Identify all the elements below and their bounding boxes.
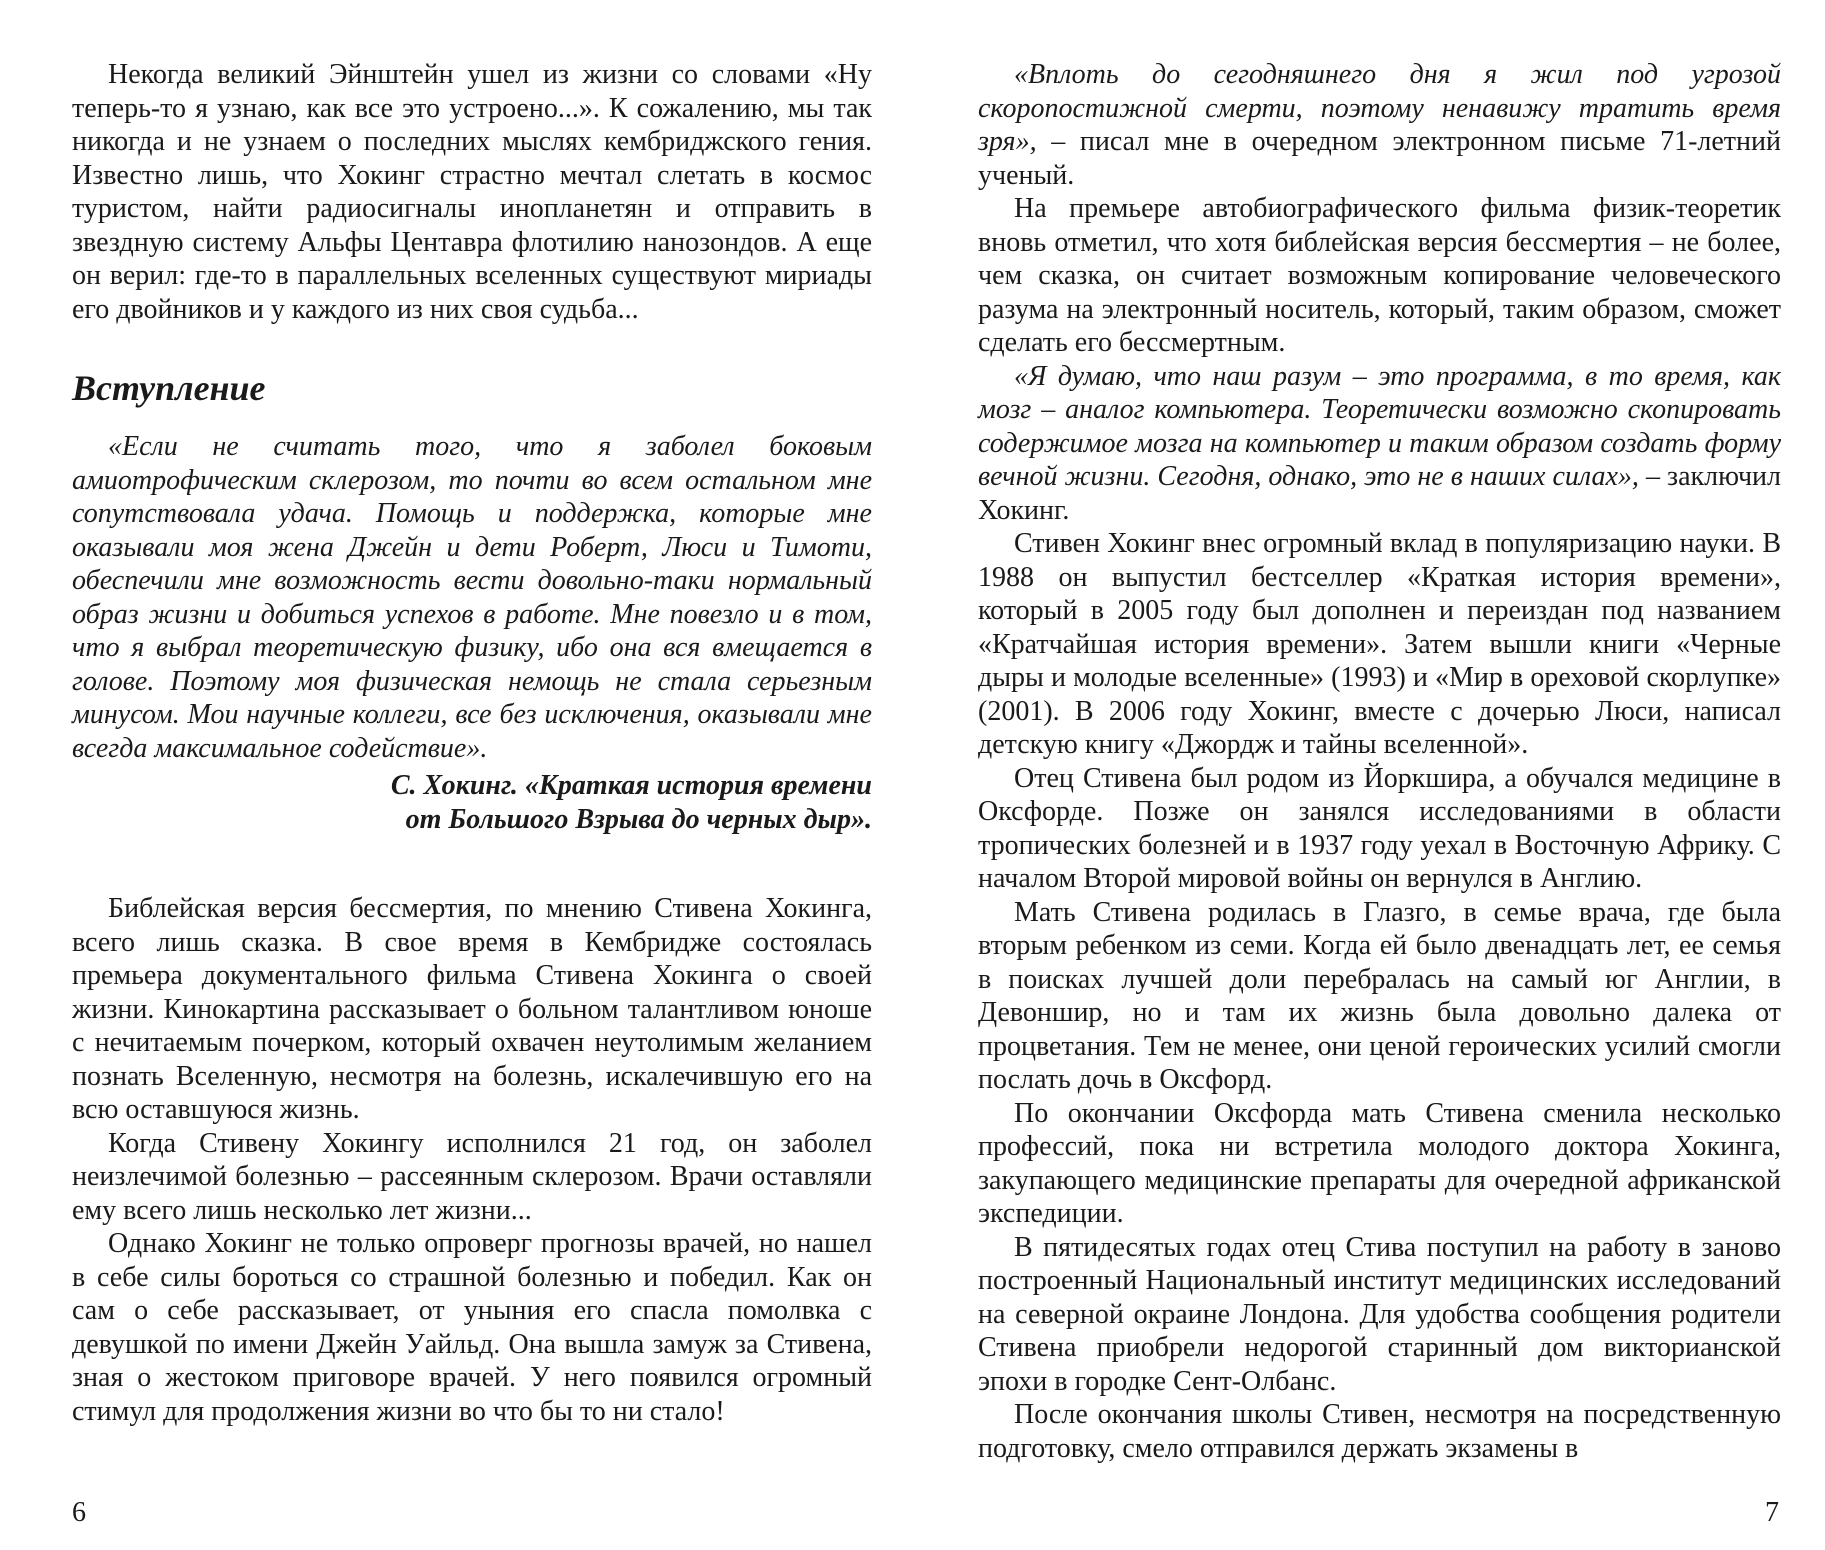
left-page [0,0,912,1550]
quote-italic: «Я думаю, что наш разум – это программа, в то время, как мозг – аналог компьютера. Теоретически возможно скопировать содержимое мозга на компьютер и таким образом создать форму вечной жизни. Сегодня, однако, это не в наших силах», [978,360,1781,492]
attribution-line: от Большого Взрыва до черных дыр». [405,803,872,835]
body-paragraph: Однако Хокинг не только опроверг прогнозы врачей, но нашел в себе силы бороться со страшной болезнью и победил. Как он сам о себе рассказывает, от уныния его спасла помолвка с девушкой по имени Джейн Уайльд. Она вышла замуж за Стивена, зная о жестоком приговоре врачей. У него появился огромный стимул для продолжения жизни во что бы то ни стало! [72,1228,872,1427]
quote-italic: «Вплоть до сегодняшнего дня я жил под угрозой скоропостижной смерти, поэтому ненавижу тратить время зря», [978,59,1781,157]
quote-tail: – писал мне в очередном электронном письме 71-летний ученый. [978,126,1781,191]
body-paragraph: Отец Стивена был родом из Йоркшира, а обучался медицине в Оксфорде. Позже он занялся исследованиями в области тропических болезней и в 1937 году уехал в Восточную Африку. С началом Второй мировой войны он вернулся в Англию. [978,762,1781,894]
right-page [912,0,1825,1550]
attribution-line: С. Хокинг. «Краткая история времени [390,770,872,801]
body-paragraph: В пятидесятых годах отец Стива поступил на работу в заново построенный Национальный институт медицинских исследований на северной окраине Лондона. Для удобства сообщения родители Стивена приобрели недорогой старинный дом викторианской эпохи в городке Сент-Олбанс. [978,1231,1781,1397]
left-text-column [72,58,872,1428]
page-number: 7 [1765,1497,1779,1528]
section-title: Вступление [72,368,266,408]
right-text-column [978,58,1781,1465]
body-paragraph: По окончании Оксфорда мать Стивена сменила несколько профессий, пока ни встретила молодого доктора Хокинга, закупающего медицинские препараты для очередной африканской экспедиции. [978,1097,1781,1229]
body-paragraph: Когда Стивену Хокингу исполнился 21 год, он заболел неизлечимой болезнью – рассеянным склерозом. Врачи оставляли ему всего лишь несколько лет жизни... [72,1127,872,1226]
quote-paragraph [978,58,1781,192]
body-paragraph: На премьере автобиографического фильма физик-теоретик вновь отметил, что хотя библейская версия бессмертия – не более, чем сказка, он считает возможным копирование человеческого разума на электронный носитель, который, таким образом, сможет сделать его бессмертным. [978,193,1781,358]
body-paragraph: Библейская версия бессмертия, по мнению Стивена Хокинга, всего лишь сказка. В свое время в Кембридже состоялась премьера документального фильма Стивена Хокинга о своей жизни. Кинокартина рассказывает о больном талантливом юноше с нечитаемым почерком, который охвачен неутолимым желанием познать Вселенную, несмотря на болезнь, искалечившую его на всю оставшуюся жизнь. [72,893,872,1125]
quote-tail: – заключил Хокинг. [978,461,1781,526]
quote-paragraph [978,360,1781,528]
epigraph-quote: «Если не считать того, что я заболел боковым амиотрофическим склерозом, то почти во всем остальном мне сопутствовала удача. Помощь и поддержка, которые мне оказывали моя жена Джейн и дети Роберт, Люси и Тимоти, обеспечили мне возможность вести довольно-таки нормальный образ жизни и добиться успехов в работе. Мне повезло и в том, что я выбрал теоретическую физику, ибо она вся вмещается в голове. Поэтому моя физическая немощь не стала серьезным минусом. Мои научные коллеги, все без исключения, оказывали мне всегда максимальное содействие». [72,431,872,764]
page-number: 6 [72,1497,86,1528]
body-paragraph: После окончания школы Стивен, несмотря на посредственную подготовку, смело отправился держать экзамены в [978,1399,1781,1464]
epigraph-attribution [72,769,872,836]
body-paragraph: Стивен Хокинг внес огромный вклад в популяризацию науки. В 1988 он выпустил бестселлер «Краткая история времени», который в 2005 году был дополнен и переиздан под названием «Кратчайшая история времени». Затем вышли книги «Черные дыры и молодые вселенные» (1993) и «Мир в ореховой скорлупке» (2001). В 2006 году Хокинг, вместе с дочерью Люси, написал детскую книгу «Джордж и тайны вселенной». [978,528,1781,760]
intro-paragraph: Некогда великий Эйнштейн ушел из жизни со словами «Ну теперь-то я узнаю, как все это устроено...». К сожалению, мы так никогда и не узнаем о последних мыслях кембриджского гения. Известно лишь, что Хокинг страстно мечтал слетать в космос туристом, найти радиосигналы инопланетян и отправить в звездную систему Альфы Центавра флотилию нанозондов. А еще он верил: где-то в параллельных вселенных существуют мириады его двойников и у каждого из них своя судьба... [72,59,872,325]
body-paragraph: Мать Стивена родилась в Глазго, в семье врача, где была вторым ребенком из семи. Когда ей было двенадцать лет, ее семья в поисках лучшей доли перебралась на самый юг Англии, в Девоншир, но и там их жизнь была довольно далека от процветания. Тем не менее, они ценой героических усилий смогли послать дочь в Оксфорд. [978,896,1781,1095]
